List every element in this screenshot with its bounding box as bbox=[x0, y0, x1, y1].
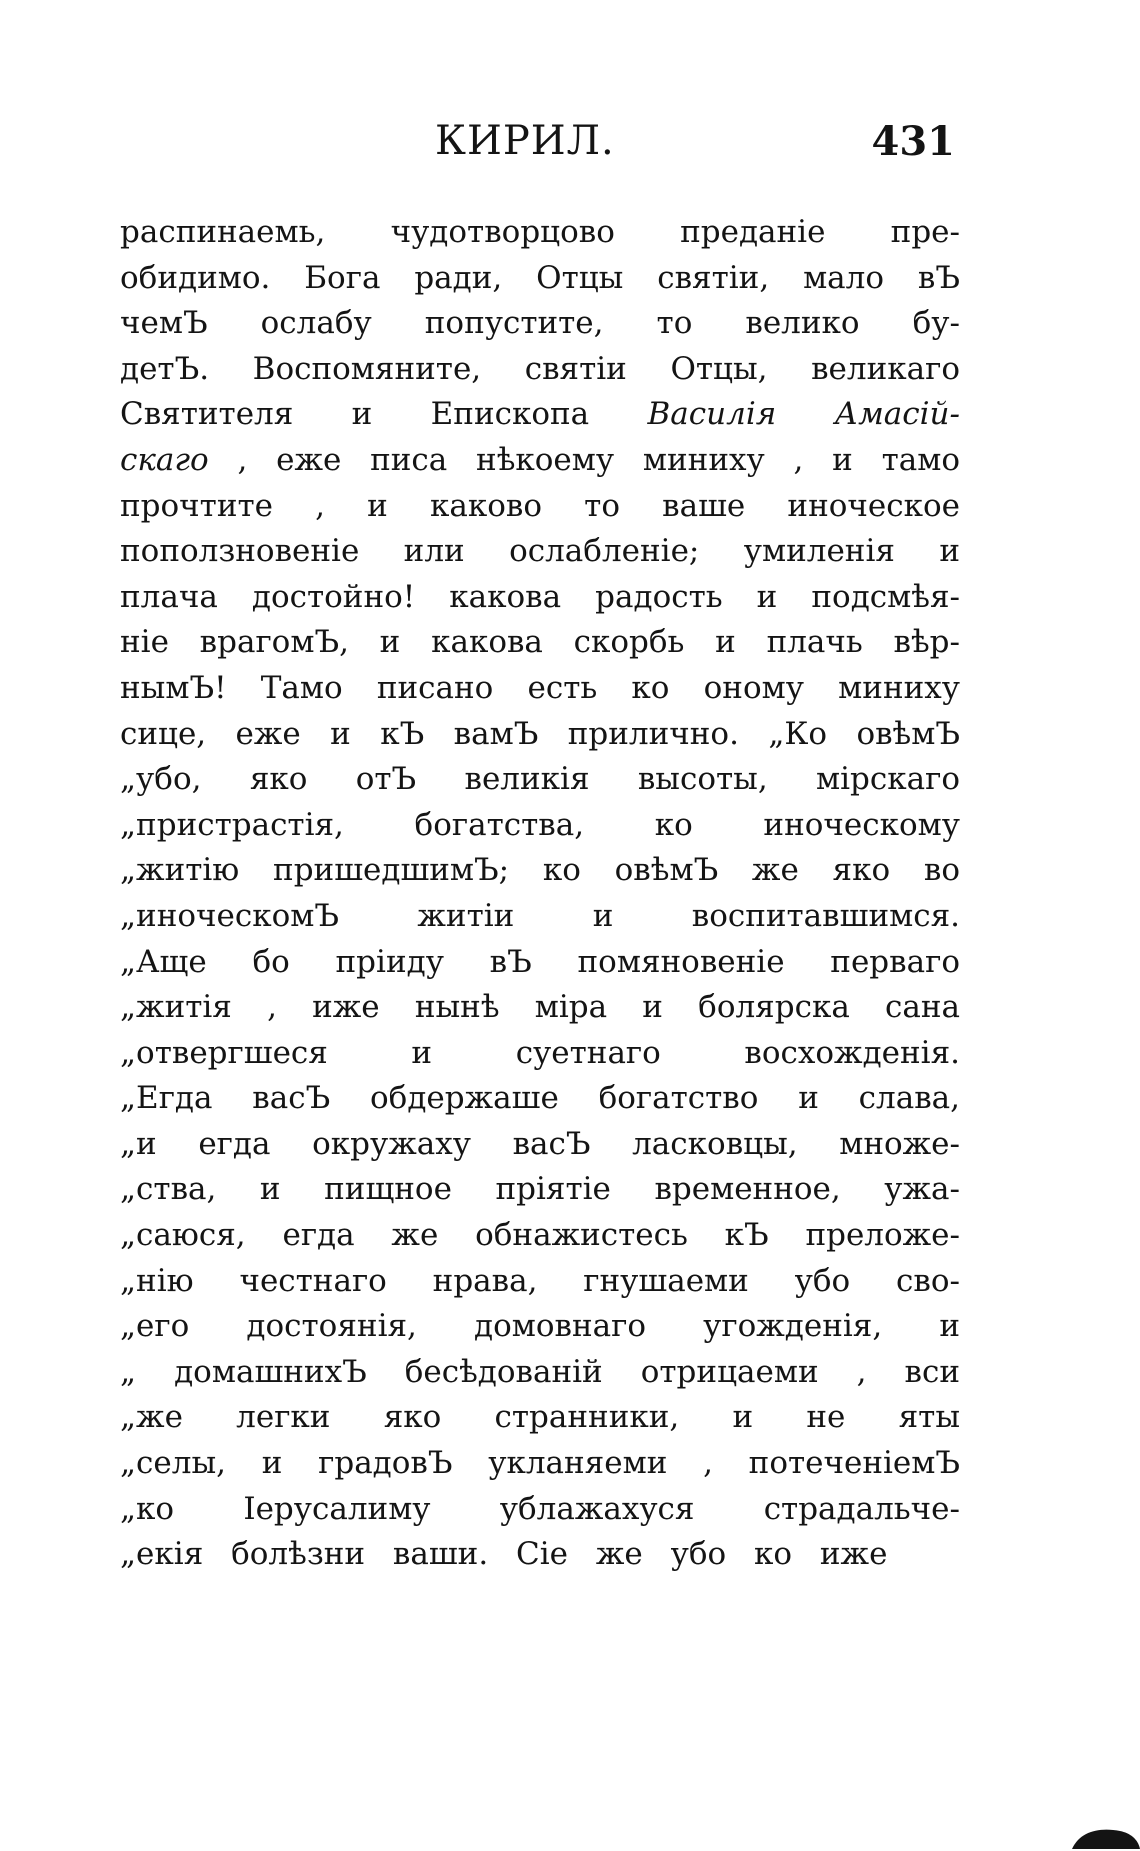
text-line bbox=[120, 1304, 960, 1350]
text-line bbox=[120, 210, 960, 256]
text-line bbox=[120, 347, 960, 393]
text-segment: „иноческомЪ житіи и воспитавшимся. bbox=[120, 897, 960, 934]
text-line bbox=[120, 1167, 960, 1213]
text-segment: „пристрастія, богатства, ко иноческому bbox=[120, 806, 960, 843]
text-segment: прочтите , и каково то ваше иноческое bbox=[120, 487, 960, 524]
text-segment: „нію честнаго нрава, гнушаеми убо сво- bbox=[120, 1262, 960, 1299]
text-segment: сице, еже и кЪ вамЪ прилично. „Ко овѣмЪ bbox=[120, 715, 960, 752]
text-line bbox=[120, 1487, 960, 1533]
text-segment: нымЪ! Тамо писано есть ко оному миниху bbox=[120, 669, 960, 706]
text-line bbox=[120, 1259, 960, 1305]
text-segment: „житія , иже нынѣ міра и болярска сана bbox=[120, 989, 960, 1026]
text-line bbox=[120, 301, 960, 347]
text-line bbox=[120, 757, 960, 803]
text-segment: распинаемь, чудотворцово преданіе пре- bbox=[120, 214, 960, 250]
page-number: 431 bbox=[871, 118, 955, 165]
text-segment: „саюся, егда же обнажистесь кЪ преложе- bbox=[120, 1217, 960, 1254]
text-segment: ніе врагомЪ, и какова скорбь и плачь вѣр- bbox=[120, 624, 960, 661]
text-line bbox=[120, 666, 960, 712]
body-text bbox=[120, 210, 960, 1578]
page-header bbox=[120, 118, 960, 178]
text-segment: обидимо. Бога ради, Отцы святіи, мало вЪ bbox=[120, 259, 960, 296]
text-segment: „екія болѣзни ваши. Сіе же убо ко иже bbox=[120, 1536, 888, 1573]
text-line bbox=[120, 392, 960, 438]
running-head: КИРИЛ. bbox=[435, 118, 615, 164]
text-segment: „житію пришедшимЪ; ко овѣмЪ же яко во bbox=[120, 852, 960, 889]
text-segment: „Егда васЪ обдержаше богатство и слава, bbox=[120, 1080, 960, 1117]
text-segment: детЪ. Воспомяните, святіи Отцы, великаго bbox=[120, 350, 960, 387]
text-line bbox=[120, 1350, 960, 1396]
text-segment: , еже писа нѣкоему миниху , и тамо bbox=[208, 441, 960, 478]
text-line bbox=[120, 575, 960, 621]
text-line bbox=[120, 1031, 960, 1077]
text-line bbox=[120, 1395, 960, 1441]
text-segment: „ко Іерусалиму ублажахуся страдальче- bbox=[120, 1490, 960, 1527]
text-segment: плача достойно! какова радость и подсмѣя- bbox=[120, 578, 960, 615]
text-line bbox=[120, 1076, 960, 1122]
text-segment: „селы, и градовЪ укланяеми , потеченіемЪ bbox=[120, 1445, 960, 1482]
text-segment: „ домашнихЪ бесѣдованій отрицаеми , вси bbox=[120, 1353, 960, 1390]
text-segment: Святителя и Епископа bbox=[120, 396, 648, 433]
ink-smudge-icon bbox=[1070, 1825, 1140, 1851]
text-line bbox=[120, 940, 960, 986]
text-segment: чемЪ ослабу попустите, то велико бу- bbox=[120, 305, 960, 342]
text-line bbox=[120, 484, 960, 530]
text-segment: поползновеніе или ослабленіе; умиленія и bbox=[120, 533, 960, 570]
text-line bbox=[120, 894, 960, 940]
text-segment: „Аще бо пріиду вЪ помяновеніе перваго bbox=[120, 943, 960, 980]
text-segment: „ства, и пищное пріятіе временное, ужа- bbox=[120, 1171, 960, 1208]
text-line bbox=[120, 712, 960, 758]
italic-text: Василія Амасій- bbox=[647, 396, 960, 433]
text-segment: „отвергшеся и суетнаго восхожденія. bbox=[120, 1034, 960, 1071]
text-segment: „убо, яко отЪ великія высоты, мірскаго bbox=[120, 761, 960, 798]
text-line bbox=[120, 256, 960, 302]
text-segment: „же легки яко странники, и не яты bbox=[120, 1399, 960, 1436]
text-line bbox=[120, 848, 960, 894]
text-segment: „его достоянія, домовнаго угожденія, и bbox=[120, 1308, 960, 1345]
text-segment: „и егда окружаху васЪ ласковцы, множе- bbox=[120, 1125, 960, 1162]
italic-text: скаго bbox=[120, 441, 209, 478]
text-line bbox=[120, 985, 960, 1031]
text-line bbox=[120, 620, 960, 666]
text-line bbox=[120, 803, 960, 849]
text-line bbox=[120, 1441, 960, 1487]
text-line bbox=[120, 1213, 960, 1259]
text-line bbox=[120, 438, 960, 484]
text-line bbox=[120, 1122, 960, 1168]
text-line bbox=[120, 1532, 960, 1578]
text-line bbox=[120, 529, 960, 575]
